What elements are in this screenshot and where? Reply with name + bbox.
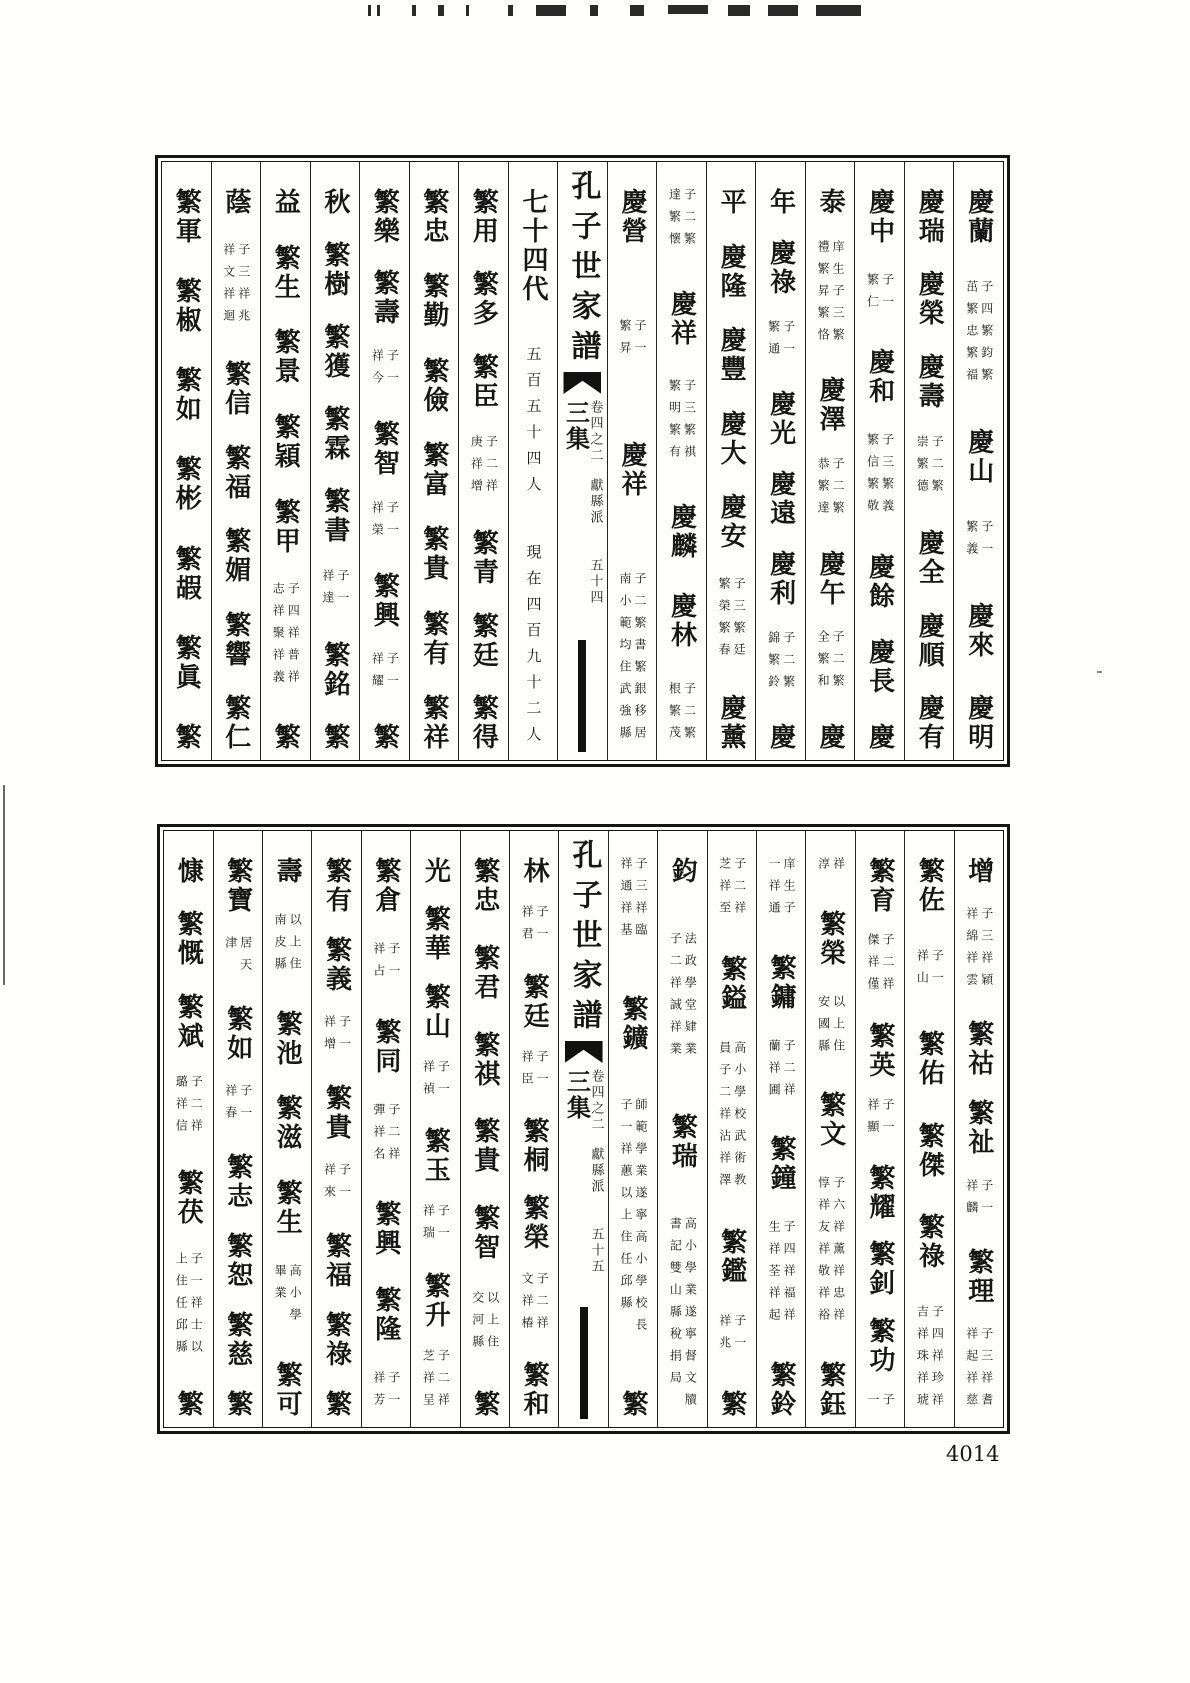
entry-name: 繁福 [220,443,251,502]
entry-note: 子一祥兆 [717,1313,747,1358]
entry-name: 繁貴 [469,1117,500,1176]
entry-note: 居天津 [223,936,253,980]
entry-note: 子一祥禎 [421,1059,451,1104]
entry-name: 繁瑞 [667,1113,698,1172]
genealogy-column [311,831,360,1427]
entry-note: 子一祥瑞 [421,1204,451,1249]
entry-note: 子二繁錦繁鈴 [766,630,796,697]
entry-name: 繁祉 [963,1099,994,1158]
collection-label: 三集 [561,400,591,452]
entry-name: 泰 [815,188,846,217]
entry-note: 子一祥山 [915,948,945,993]
entry-name: 繁軍 [171,188,202,246]
entry-name: 慶大 [716,409,747,468]
entry-name: 繁霖 [319,405,350,463]
entry-name: 繁忠 [418,188,449,246]
entry-name: 繁廷 [468,611,499,670]
scan-speck [1097,671,1102,673]
entry-note: 祥淳 [816,857,846,879]
entry-name: 繁滋 [272,1094,303,1153]
entry-note: 法政學堂肄業子二祥誠祥業 [668,931,698,1064]
entry-name: 繁鐘 [766,1135,797,1194]
genealogy-column [805,831,854,1427]
entry-name: 慶壽 [914,352,945,411]
entry-name: 慶麟 [666,502,697,561]
entry-name: 慶中 [864,188,895,246]
entry-name: 繁壽 [369,268,400,327]
branch-label: 獻縣派 [588,1147,604,1195]
folio-label: 五十五 [588,1227,604,1275]
entry-name: 慶午 [815,549,846,608]
entry-name: 繁 [617,1389,648,1419]
entry-name: 年 [765,188,796,217]
entry-name: 林 [519,857,550,886]
entry-note: 子二祥蘭祥圃 [767,1038,797,1105]
entry-name: 繁榮 [815,909,846,968]
entry-note: 子一祥耀 [370,652,400,697]
entry-note: 以上住南皮縣 [273,912,303,979]
entry-name: 慶有 [914,693,945,752]
entry-name: 繁貴 [418,525,449,584]
entry-name: 繁功 [864,1316,895,1375]
entry-note: 子一祥麟 [964,1178,994,1223]
entry-note: 子三祥臨祥通祥基 [618,857,648,945]
page-center-column [557,162,607,760]
entry-name: 繁 [369,722,400,752]
entry-name: 繁榮 [519,1194,550,1253]
entry-name: 繁智 [469,1204,500,1263]
entry-name: 繁生 [270,243,301,302]
entry-note: 子一繁昇 [618,319,648,364]
panel-columns [161,161,1004,761]
genealogy-column [854,162,904,760]
genealogy-column [162,162,211,760]
genealogy-column [262,831,311,1427]
entry-note: 以上住安國縣 [816,994,846,1061]
entry-name: 繁 [173,1389,204,1419]
entry-note: 子四祥普祥志祥聚祥義 [271,582,301,693]
entry-name: 慶 [765,722,796,752]
genealogy-column [706,162,756,760]
entry-note: 子一祥榮 [370,500,400,545]
entry-note: 子二祥彈祥名 [371,1102,401,1169]
entry-note: 子一繁仁 [865,273,895,318]
entry-name: 繁隆 [370,1285,401,1344]
genealogy-panel-top [155,155,1010,767]
entry-name: 秋 [319,188,350,217]
entry-name: 繁斌 [173,992,204,1051]
entry-name: 繁景 [270,328,301,387]
entry-name: 慶安 [716,493,747,551]
entry-name: 慶榮 [914,270,945,329]
entry-name: 慶遠 [765,470,796,529]
entry-name: 繁彬 [171,455,202,514]
genealogy-column [707,831,756,1427]
genealogy-column [508,162,558,760]
entry-note: 子一祥顯 [865,1097,895,1142]
entry-name: 繁釗 [864,1240,895,1299]
entry-note: 子一祥占 [371,942,401,987]
genealogy-column [755,162,805,760]
entry-name: 繁用 [468,188,499,246]
entry-name: 繁有 [418,609,449,668]
entry-name: 慶來 [963,602,994,660]
entry-name: 繁倉 [370,857,401,915]
genealogy-column [460,831,509,1427]
entry-name: 繁 [716,1389,747,1419]
entry-name: 繁恕 [222,1232,253,1290]
entry-name: 繁山 [420,982,451,1041]
entry-name: 繁 [270,722,301,752]
entry-name: 慶長 [864,637,895,696]
entry-note: 子二繁崇繁德 [915,434,945,501]
genealogy-column [260,162,310,760]
fishtail-mark [563,372,601,394]
entry-name: 繁君 [469,943,500,1002]
fishtail-mark [565,1041,603,1063]
entry-name: 光 [420,857,451,886]
entry-name: 繁鑛 [617,994,648,1053]
center-subtitle [562,1069,604,1275]
genealogy-column [805,162,855,760]
entry-name: 繁興 [370,1200,401,1259]
entry-name: 慶山 [963,428,994,486]
entry-note: 子一祥達 [320,569,350,613]
entry-note: 子一繁義 [964,520,994,564]
genealogy-column [211,162,261,760]
entry-note: 子一 [865,1392,895,1415]
entry-name: 繁祺 [469,1030,500,1089]
entry-note: 子四繁鈞繁茁繁忠繁福 [964,280,994,390]
entry-name: 繁祿 [914,1213,945,1272]
entry-name: 七十四代 [517,188,548,304]
entry-note: 子六祥薰祥忠祥惇祥友祥敬祥裕 [816,1176,846,1331]
entry-name: 繁華 [420,905,451,964]
entry-name: 繁有 [321,857,352,915]
entry-name: 慶順 [914,611,945,670]
entry-name: 繁如 [222,1005,253,1063]
entry-note: 子二繁恭繁達 [816,456,846,523]
entry-name: 繁銘 [319,641,350,699]
entry-name: 慶祿 [765,239,796,298]
entry-name: 鈞 [667,857,698,886]
entry-name: 繁穎 [270,412,301,471]
entry-note: 高小學業遂寧督文牘書記雙山縣稅捐局 [668,1216,698,1415]
entry-note: 子四祥珍祥吉祥珠祥琥 [915,1304,945,1415]
entry-name: 繁甲 [270,497,301,556]
entry-name: 慶利 [765,550,796,609]
entry-note: 庠生子一祥通 [767,857,797,923]
entry-name: 繁英 [864,1021,895,1080]
entry-note: 子三繁廷繁榮繁春 [717,576,747,665]
entry-name: 繁義 [321,936,352,994]
entry-note: 子二繁全繁和 [816,630,846,697]
entry-name: 增 [963,857,994,886]
entry-name: 繁嘏 [171,544,202,603]
entry-note: 子一繁通 [766,319,796,364]
entry-name: 繁廷 [519,972,550,1031]
entry-name: 繁智 [369,420,400,479]
entry-name: 慶林 [666,592,697,651]
entry-name: 繁媚 [220,527,251,585]
entry-note: 子二祥芝祥呈 [421,1348,451,1415]
entry-name: 繁 [171,722,202,752]
entry-note: 子二繁達繁懷 [667,188,697,254]
entry-name: 繁祿 [321,1311,352,1369]
page-number: 4014 [946,1442,1000,1466]
entry-name: 慷 [173,857,204,886]
genealogy-column [607,162,657,760]
entry-name: 繁桐 [519,1117,550,1176]
entry-name: 慶祥 [617,440,648,499]
genealogy-column [361,831,410,1427]
genealogy-column [213,831,262,1427]
entry-note: 子三祥耆祥起祥慈 [964,1326,994,1415]
genealogy-column [410,831,459,1427]
entry-note: 庠生子三繁禮繁昇繁恪 [816,239,846,350]
entry-note: 子二祥璐祥信 [174,1074,204,1141]
center-bar [580,1307,588,1419]
entry-name: 慶全 [914,529,945,588]
entry-name: 繁獲 [319,323,350,381]
entry-name: 繁池 [272,1009,303,1068]
entry-note: 子一祥芳 [371,1370,401,1415]
entry-note: 子一祥春 [223,1084,253,1128]
entry-name: 慶澤 [815,376,846,435]
entry-name: 繁鈴 [766,1360,797,1419]
entry-name: 繁理 [963,1247,994,1306]
entry-note: 子四祥福祥生祥荃祥起 [767,1220,797,1331]
entry-note: 子二祥文祥椿 [520,1271,550,1338]
cropped-header-fragment [368,0,868,22]
entry-name: 繁佐 [914,857,945,915]
entry-name: 慶明 [963,694,994,752]
genealogy-column [509,831,558,1427]
entry-name: 繁和 [519,1360,550,1419]
genealogy-column [656,162,706,760]
book-title: 孔子世家譜 [566,839,602,1039]
entry-name: 繁慨 [173,910,204,969]
genealogy-column [310,162,360,760]
scan-edge-line [3,785,5,985]
entry-name: 慶薰 [716,694,747,752]
entry-note: 子一祥君 [520,905,550,950]
generation-count: 五百五十四人 [524,346,543,502]
entry-name: 繁玉 [420,1127,451,1186]
entry-name: 慶蘭 [963,188,994,246]
entry-note: 子一祥士以上住任邱縣 [174,1251,204,1362]
entry-name: 繁多 [468,270,499,329]
entry-name: 繁鑑 [716,1227,747,1286]
entry-name: 繁樹 [319,241,350,299]
genealogy-column [409,162,459,760]
entry-note: 高小學畢業 [273,1264,303,1331]
entry-name: 益 [270,188,301,217]
book-title: 孔子世家譜 [565,170,601,370]
folio-label: 五十四 [587,558,603,606]
entry-note: 子三繁祺繁明繁有 [667,379,697,468]
entry-name: 繁忠 [469,857,500,915]
generation-count: 現在四百九十二人 [524,544,543,752]
center-collection [561,400,591,452]
entry-note: 高小學校武術教員子二祥沾祥澤 [717,1041,747,1196]
genealogy-column [953,162,1003,760]
entry-name: 繁得 [468,693,499,752]
entry-name: 繁貴 [321,1084,352,1142]
entry-name: 繁福 [321,1232,352,1290]
entry-note: 子一祥今 [370,349,400,394]
volume-label: 卷四之二 [588,1069,604,1133]
entry-note: 子三祥兆祥文祥迴 [221,242,251,331]
center-subtitle [563,400,601,606]
entry-name: 慶瑞 [914,188,945,246]
entry-note: 子二繁書繁銀移居南小範均住武強縣 [618,571,648,748]
entry-name: 繁慈 [222,1311,253,1369]
genealogy-column [904,162,954,760]
entry-name: 繁 [222,1390,253,1419]
entry-name: 繁臣 [468,352,499,411]
entry-name: 繁育 [864,857,895,915]
center-collection [562,1069,592,1121]
entry-name: 繁祜 [963,1020,994,1079]
entry-name: 繁生 [272,1179,303,1238]
entry-note: 子一祥臣 [520,1049,550,1094]
genealogy-panel-bottom [157,824,1010,1434]
genealogy-column [608,831,657,1427]
genealogy-column [657,831,706,1427]
genealogy-column [904,831,953,1427]
entry-name: 慶祥 [666,289,697,348]
entry-name: 繁眞 [171,633,202,692]
entry-name: 蔭 [220,188,251,217]
center-meta [588,400,601,606]
panel-columns [163,830,1004,1428]
entry-name: 平 [716,188,747,217]
entry-name: 慶隆 [716,242,747,301]
entry-note: 子三祥穎祥綿祥雲 [964,907,994,996]
entry-name: 繁傑 [914,1121,945,1180]
genealogy-column [855,831,904,1427]
entry-name: 繁升 [420,1271,451,1330]
entry-name: 繁儉 [418,356,449,415]
page-center-column [558,831,607,1427]
entry-name: 繁耀 [864,1164,895,1223]
entry-name: 慶豐 [716,326,747,384]
entry-note: 子二繁根繁茂 [667,681,697,748]
entry-name: 慶營 [617,188,648,246]
entry-name: 繁佑 [914,1030,945,1089]
entry-note: 子三繁義繁信繁敬 [865,433,895,522]
entry-name: 繁 [321,1390,352,1419]
genealogy-column [458,162,508,760]
genealogy-column [164,831,212,1427]
entry-name: 繁仁 [220,694,251,752]
collection-label: 三集 [562,1069,592,1121]
entry-name: 繁可 [272,1360,303,1419]
entry-note: 子二祥傑祥僅 [865,933,895,1000]
entry-name: 繁如 [171,366,202,425]
genealogy-column [756,831,805,1427]
entry-name: 繁鈺 [815,1360,846,1419]
entry-name: 慶 [864,722,895,752]
entry-name: 繁茯 [173,1169,204,1228]
center-bar [578,640,586,752]
entry-name: 壽 [272,857,303,886]
genealogy-column [954,831,1003,1427]
entry-note: 子一祥增 [322,1015,352,1059]
entry-name: 繁 [469,1389,500,1419]
entry-name: 繁文 [815,1091,846,1150]
entry-name: 繁鎰 [716,955,747,1014]
entry-name: 繁寶 [222,857,253,915]
genealogy-column [359,162,409,760]
entry-note: 以上住交河縣 [470,1291,500,1358]
entry-note: 子二祥庚祥增 [469,434,499,501]
entry-name: 繁響 [220,610,251,669]
center-meta [590,1069,603,1275]
entry-name: 慶 [815,722,846,752]
entry-name: 繁椒 [171,277,202,336]
entry-note: 子一祥來 [322,1163,352,1207]
entry-name: 繁志 [222,1153,253,1211]
entry-name: 繁信 [220,360,251,418]
entry-name: 慶和 [864,348,895,407]
entry-name: 慶餘 [864,552,895,611]
entry-name: 繁祥 [418,693,449,752]
entry-name: 繁樂 [369,188,400,246]
entry-name: 繁勤 [418,272,449,331]
entry-name: 繁富 [418,440,449,499]
branch-label: 獻縣派 [587,478,603,526]
entry-name: 繁青 [468,529,499,588]
entry-name: 慶光 [765,389,796,448]
entry-note: 師範學業遂寧高小學校長子一祥蕙以上住任邱縣 [618,1098,648,1341]
entry-name: 繁興 [369,571,400,630]
entry-name: 繁 [319,723,350,752]
entry-name: 繁同 [370,1017,401,1076]
entry-note: 子二祥芝祥至 [717,857,747,923]
entry-name: 繁書 [319,487,350,545]
entry-name: 繁鏞 [766,953,797,1012]
volume-label: 卷四之二 [587,400,603,464]
